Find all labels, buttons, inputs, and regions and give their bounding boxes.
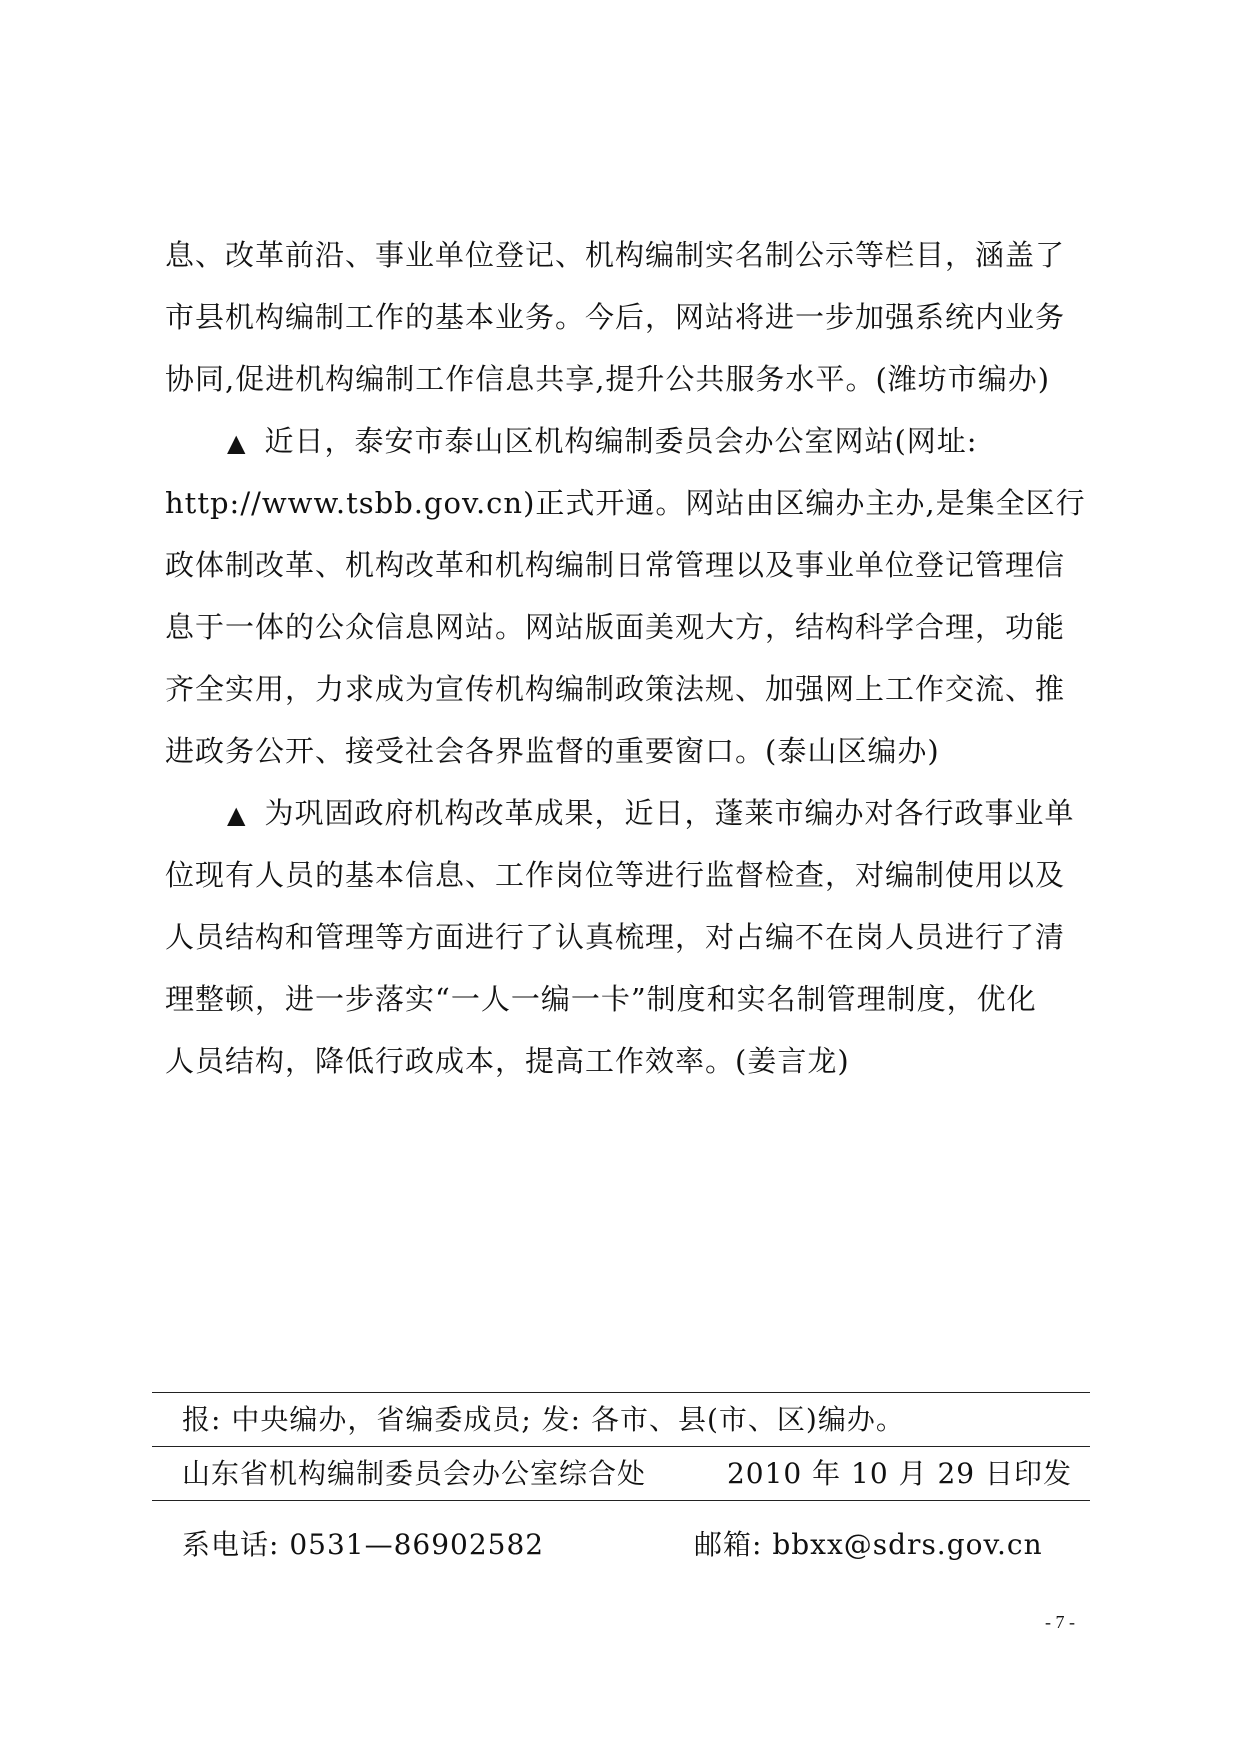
triangle-bullet-icon: ▲ xyxy=(227,429,247,457)
text-line: 政体制改革、机构改革和机构编制日常管理以及事业单位登记管理信 xyxy=(165,548,1066,582)
text-line: 进政务公开、接受社会各界监督的重要窗口。(泰山区编办) xyxy=(165,734,940,768)
contact-row xyxy=(182,1517,1082,1572)
page-number: - 7 - xyxy=(1045,1612,1075,1632)
text-line: 市县机构编制工作的基本业务。今后，网站将进一步加强系统内业务 xyxy=(165,300,1066,334)
text-line: 为巩固政府机构改革成果，近日，蓬莱市编办对各行政事业单 xyxy=(264,796,1075,830)
distribution-line: 报: 中央编办，省编委成员; 发: 各市、县(市、区)编办。 xyxy=(182,1403,905,1436)
text-line: 息、改革前沿、事业单位登记、机构编制实名制公示等栏目，涵盖了 xyxy=(165,238,1066,272)
triangle-bullet-icon: ▲ xyxy=(227,801,247,829)
paragraph-start xyxy=(165,410,1085,472)
text-line: 理整顿，进一步落实“一人一编一卡”制度和实名制管理制度，优化 xyxy=(165,982,1037,1016)
paragraph-start xyxy=(165,782,1085,844)
footer-rule xyxy=(152,1500,1090,1501)
email-text: 邮箱: bbxx@sdrs.gov.cn xyxy=(694,1528,1043,1561)
text-line: 位现有人员的基本信息、工作岗位等进行监督检查，对编制使用以及 xyxy=(165,858,1066,892)
document-body xyxy=(165,224,1085,1092)
issuer-row xyxy=(152,1447,1090,1500)
distribution-footer xyxy=(152,1392,1090,1501)
issuer-name: 山东省机构编制委员会办公室综合处 xyxy=(182,1457,647,1490)
text-line: 息于一体的公众信息网站。网站版面美观大方，结构科学合理，功能 xyxy=(165,610,1066,644)
text-line: http://www.tsbb.gov.cn)正式开通。网站由区编办主办,是集全区行 xyxy=(165,486,1086,520)
text-line: 齐全实用，力求成为宣传机构编制政策法规、加强网上工作交流、推 xyxy=(165,672,1066,706)
text-line: 人员结构和管理等方面进行了认真梳理，对占编不在岗人员进行了清 xyxy=(165,920,1066,954)
text-line: 人员结构，降低行政成本，提高工作效率。(姜言龙) xyxy=(165,1044,850,1078)
text-line: 近日，泰安市泰山区机构编制委员会办公室网站(网址: xyxy=(264,424,978,458)
text-line: 协同,促进机构编制工作信息共享,提升公共服务水平。(潍坊市编办) xyxy=(165,362,1051,396)
issue-date: 2010 年 10 月 29 日印发 xyxy=(726,1457,1072,1490)
phone-text: 系电话: 0531—86902582 xyxy=(182,1528,545,1561)
